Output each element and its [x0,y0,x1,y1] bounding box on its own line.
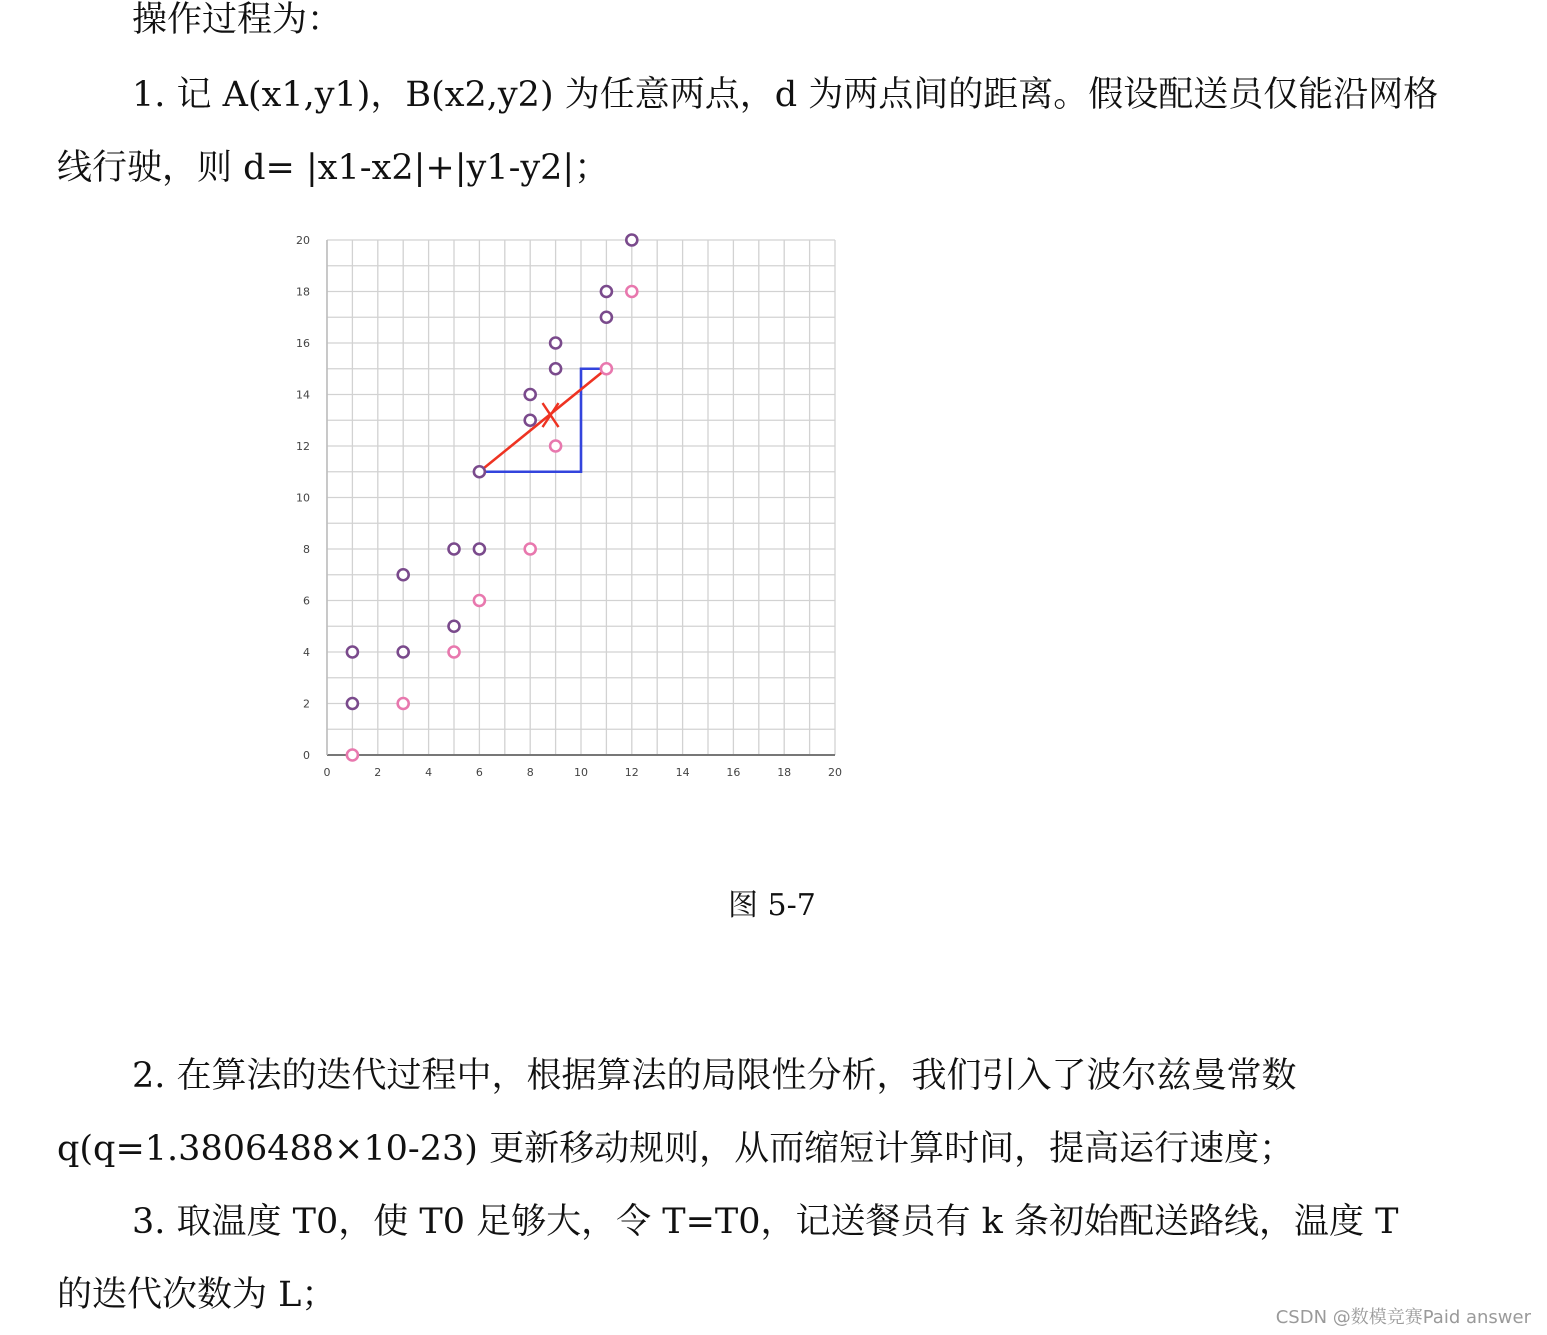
y-tick-label: 8 [303,543,310,556]
data-point [398,647,409,658]
x-tick-label: 0 [323,766,331,779]
data-point [398,569,409,580]
data-point [550,363,561,374]
data-point [626,235,637,246]
paragraph-step2-line2: q(q=1.3806488×10-23) 更新移动规则，从而缩短计算时间，提高运行速度； [57,1129,1295,1169]
data-point [474,544,485,555]
x-tick-label: 12 [624,766,639,779]
data-point [449,621,460,632]
data-point [601,363,612,374]
paragraph-step3-line1: 3. 取温度 T0，使 T0 足够大，令 T=T0，记送餐员有 k 条初始配送路线，温度 T [132,1202,1399,1242]
data-point [525,544,536,555]
x-tick-label: 8 [526,766,534,779]
data-point [474,466,485,477]
y-tick-label: 16 [296,337,310,350]
y-tick-label: 2 [303,697,310,711]
y-tick-label: 12 [296,440,310,453]
figure-caption: 图 5-7 [728,888,816,923]
x-tick-label: 10 [574,766,588,779]
paragraph-step2-line1: 2. 在算法的迭代过程中，根据算法的局限性分析，我们引入了波尔兹曼常数 [132,1056,1297,1096]
y-tick-label: 14 [296,388,310,402]
data-point [449,544,460,555]
y-tick-label: 6 [303,594,310,608]
data-point [550,338,561,349]
data-point [474,595,485,606]
x-tick-label: 18 [777,766,792,779]
data-point [347,647,358,658]
data-point [449,647,460,658]
data-point [525,415,536,426]
watermark: CSDN @数模竞赛Paid answer [1275,1307,1531,1328]
x-tick-label: 2 [374,766,382,779]
y-tick-label: 10 [296,491,310,505]
data-point [601,286,612,297]
y-tick-label: 0 [303,749,310,762]
x-tick-label: 20 [828,766,842,779]
data-point [347,698,358,709]
data-point [398,698,409,709]
x-tick-label: 14 [675,766,690,779]
data-point [550,441,561,452]
x-tick-label: 4 [425,766,433,779]
data-point [626,286,637,297]
y-tick-label: 20 [296,234,310,247]
data-point [347,750,358,761]
y-tick-label: 18 [296,285,310,299]
x-tick-label: 6 [475,766,483,779]
x-tick-label: 16 [726,766,741,779]
y-tick-label: 4 [303,646,310,659]
paragraph-intro: 操作过程为： [132,0,343,40]
data-point [525,389,536,400]
paragraph-step1-line2: 线行驶，则 d= |x1-x2|+|y1-y2|； [57,148,610,188]
data-point [601,312,612,323]
paragraph-step1-line1: 1. 记 A(x1,y1)，B(x2,y2) 为任意两点，d 为两点间的距离。假设配送员仅能沿网格 [132,75,1439,115]
paragraph-step3-line2: 的迭代次数为 L； [57,1275,337,1315]
